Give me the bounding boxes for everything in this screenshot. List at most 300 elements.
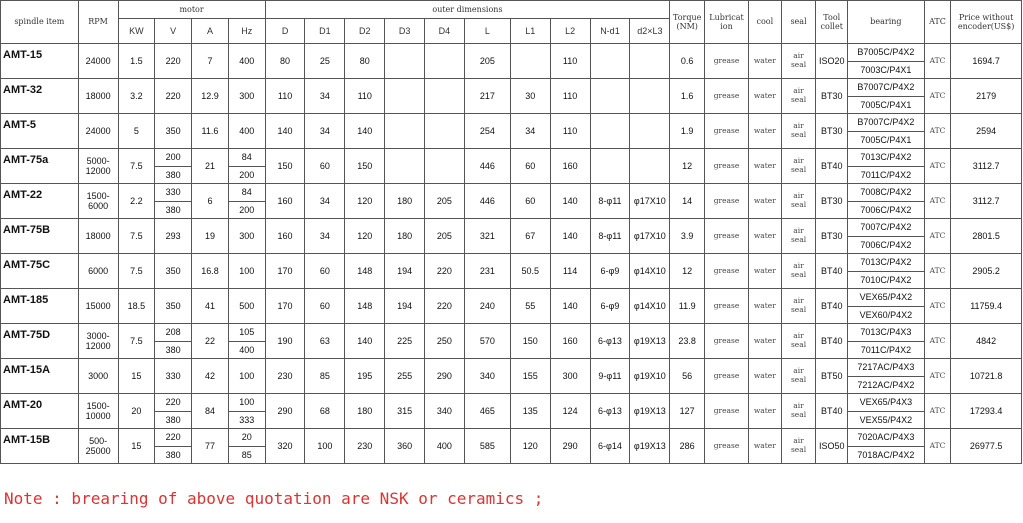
cell-d4: 340 [425, 394, 465, 429]
seal-cell: air seal [781, 289, 816, 324]
bearing-cell-line: VEX55/P4X2 [859, 414, 913, 425]
spindle-name: AMT-15 [1, 44, 79, 79]
cell-nd1 [590, 79, 630, 114]
seal-cell: air seal [781, 359, 816, 394]
hz-cell-line: 84 [229, 149, 265, 167]
cell-nd1 [590, 149, 630, 184]
kw-cell: 7.5 [118, 219, 155, 254]
cell-d4: 250 [425, 324, 465, 359]
tool-collet-cell: BT30 [816, 79, 848, 114]
header-cool: cool [748, 1, 781, 44]
bearing-cell [848, 114, 925, 149]
kw-cell: 20 [118, 394, 155, 429]
cell-d2l3 [630, 149, 670, 184]
cell-l: 231 [464, 254, 510, 289]
kw-cell: 5 [118, 114, 155, 149]
cell-d3: 360 [385, 429, 425, 464]
hz-cell: 100 [228, 254, 265, 289]
spindle-name: AMT-75B [1, 219, 79, 254]
cell-d4: 290 [425, 359, 465, 394]
seal-cell: air seal [781, 149, 816, 184]
cell-d2l3 [630, 44, 670, 79]
cell-d: 320 [265, 429, 305, 464]
cell-l2: 160 [550, 324, 590, 359]
bearing-cell-line: VEX60/P4X2 [859, 309, 913, 320]
cell-d: 170 [265, 289, 305, 324]
hz-cell: 400 [228, 114, 265, 149]
atc-cell: ATC [924, 359, 951, 394]
cell-d4: 205 [425, 219, 465, 254]
voltage-cell-line: 380 [165, 169, 181, 180]
seal-cell: air seal [781, 79, 816, 114]
voltage-cell [155, 394, 192, 429]
cell-l: 321 [464, 219, 510, 254]
header-motor-hz: Hz [228, 19, 265, 44]
voltage-cell: 350 [155, 254, 192, 289]
cell-nd1: 6-φ13 [590, 394, 630, 429]
amp-cell: 19 [192, 219, 229, 254]
header-outer-dimensions: outer dimensions [265, 1, 670, 19]
bearing-cell-line: 7006C/P4X2 [860, 204, 912, 215]
hz-cell: 100 [228, 359, 265, 394]
cool-cell: water [748, 429, 781, 464]
bearing-cell [848, 219, 925, 254]
voltage-cell-line: 380 [165, 449, 181, 460]
cell-d3: 315 [385, 394, 425, 429]
voltage-cell-line: 380 [165, 204, 181, 215]
cell-l2: 114 [550, 254, 590, 289]
cool-cell: water [748, 289, 781, 324]
cell-nd1: 6-φ9 [590, 289, 630, 324]
tool-collet-cell: BT30 [816, 114, 848, 149]
seal-cell: air seal [781, 429, 816, 464]
header-motor: motor [118, 1, 265, 19]
cell-d2: 120 [345, 219, 385, 254]
bearing-cell-line: 7018AC/P4X2 [857, 449, 915, 460]
cell-l2: 300 [550, 359, 590, 394]
header-lubrication: Lubricat ion [705, 1, 749, 44]
price-cell: 3112.7 [951, 149, 1022, 184]
voltage-cell-line: 208 [155, 324, 191, 342]
spindle-name: AMT-185 [1, 289, 79, 324]
amp-cell: 16.8 [192, 254, 229, 289]
cell-d2: 150 [345, 149, 385, 184]
cool-cell: water [748, 44, 781, 79]
cell-d1: 60 [305, 289, 345, 324]
cell-d: 80 [265, 44, 305, 79]
amp-cell: 22 [192, 324, 229, 359]
cell-nd1: 6-φ14 [590, 429, 630, 464]
lubrication-cell: grease [705, 429, 749, 464]
lubrication-cell: grease [705, 289, 749, 324]
cell-d1: 25 [305, 44, 345, 79]
tool-collet-cell: BT50 [816, 359, 848, 394]
cell-d2: 120 [345, 184, 385, 219]
header-dim-0: D [265, 19, 305, 44]
rpm-cell: 1500-10000 [78, 394, 118, 429]
cell-l2: 160 [550, 149, 590, 184]
seal-cell: air seal [781, 219, 816, 254]
kw-cell: 1.5 [118, 44, 155, 79]
cell-d2l3 [630, 114, 670, 149]
hz-cell: 400 [228, 44, 265, 79]
cell-l1: 50.5 [510, 254, 550, 289]
cell-d2: 230 [345, 429, 385, 464]
tool-collet-cell: BT40 [816, 324, 848, 359]
table-row [1, 219, 1022, 254]
voltage-cell: 220 [155, 44, 192, 79]
header-torque: Torque (NM) [670, 1, 705, 44]
lubrication-cell: grease [705, 254, 749, 289]
cool-cell: water [748, 359, 781, 394]
cell-d3: 180 [385, 219, 425, 254]
voltage-cell-line: 220 [155, 394, 191, 412]
tool-collet-cell: ISO50 [816, 429, 848, 464]
cell-d2: 80 [345, 44, 385, 79]
cell-d4: 400 [425, 429, 465, 464]
cell-d: 190 [265, 324, 305, 359]
cell-nd1: 9-φ11 [590, 359, 630, 394]
bearing-cell [848, 394, 925, 429]
bearing-cell [848, 289, 925, 324]
rpm-cell: 24000 [78, 114, 118, 149]
cell-l2: 124 [550, 394, 590, 429]
cell-l: 446 [464, 184, 510, 219]
cell-d4: 220 [425, 289, 465, 324]
cell-torque: 12 [670, 254, 705, 289]
seal-cell: air seal [781, 394, 816, 429]
spindle-name: AMT-15A [1, 359, 79, 394]
rpm-cell: 1500-6000 [78, 184, 118, 219]
voltage-cell-line: 220 [155, 429, 191, 447]
bearing-cell-line: 7013C/P4X2 [848, 149, 924, 167]
atc-cell: ATC [924, 149, 951, 184]
spindle-name: AMT-32 [1, 79, 79, 114]
table-row [1, 289, 1022, 324]
bearing-cell [848, 44, 925, 79]
header-dim-7: L2 [550, 19, 590, 44]
spindle-name: AMT-75C [1, 254, 79, 289]
bearing-cell-line: 7013C/P4X2 [848, 254, 924, 272]
bearing-cell-line: 7003C/P4X1 [860, 64, 912, 75]
cell-d1: 60 [305, 254, 345, 289]
bearing-cell-line: 7008C/P4X2 [848, 184, 924, 202]
cell-d: 140 [265, 114, 305, 149]
lubrication-cell: grease [705, 79, 749, 114]
cell-l1: 55 [510, 289, 550, 324]
cell-l: 217 [464, 79, 510, 114]
kw-cell: 18.5 [118, 289, 155, 324]
bearing-cell-line: 7006C/P4X2 [860, 239, 912, 250]
table-row [1, 254, 1022, 289]
kw-cell: 15 [118, 429, 155, 464]
bearing-cell-line: VEX65/P4X3 [848, 394, 924, 412]
cell-nd1: 6-φ13 [590, 324, 630, 359]
atc-cell: ATC [924, 44, 951, 79]
table-row [1, 429, 1022, 464]
price-cell: 2801.5 [951, 219, 1022, 254]
lubrication-cell: grease [705, 149, 749, 184]
cell-torque: 23.8 [670, 324, 705, 359]
cell-torque: 3.9 [670, 219, 705, 254]
table-row [1, 184, 1022, 219]
header-dim-5: L [464, 19, 510, 44]
amp-cell: 21 [192, 149, 229, 184]
cell-d2l3: φ19X10 [630, 359, 670, 394]
hz-cell [228, 184, 265, 219]
voltage-cell: 220 [155, 79, 192, 114]
cell-l1: 120 [510, 429, 550, 464]
cell-l1: 60 [510, 149, 550, 184]
cool-cell: water [748, 79, 781, 114]
cell-l2: 140 [550, 184, 590, 219]
atc-cell: ATC [924, 114, 951, 149]
kw-cell: 15 [118, 359, 155, 394]
header-motor-v: V [155, 19, 192, 44]
bearing-cell-line: B7007C/P4X2 [848, 114, 924, 132]
cell-d2l3: φ19X13 [630, 429, 670, 464]
cell-l2: 110 [550, 114, 590, 149]
bearing-cell [848, 149, 925, 184]
amp-cell: 7 [192, 44, 229, 79]
price-cell: 10721.8 [951, 359, 1022, 394]
voltage-cell-line: 330 [155, 184, 191, 202]
atc-cell: ATC [924, 324, 951, 359]
price-cell: 11759.4 [951, 289, 1022, 324]
cell-l1: 150 [510, 324, 550, 359]
cell-l: 254 [464, 114, 510, 149]
voltage-cell-line: 380 [165, 344, 181, 355]
spindle-name: AMT-5 [1, 114, 79, 149]
atc-cell: ATC [924, 79, 951, 114]
cool-cell: water [748, 219, 781, 254]
hz-cell: 300 [228, 79, 265, 114]
cell-d2: 148 [345, 289, 385, 324]
header-seal: seal [781, 1, 816, 44]
cell-l1: 67 [510, 219, 550, 254]
cell-l1: 30 [510, 79, 550, 114]
tool-collet-cell: BT30 [816, 219, 848, 254]
header-dim-9: d2×L3 [630, 19, 670, 44]
hz-cell-line: 105 [229, 324, 265, 342]
lubrication-cell: grease [705, 114, 749, 149]
header-motor-a: A [192, 19, 229, 44]
amp-cell: 11.6 [192, 114, 229, 149]
cell-d2: 148 [345, 254, 385, 289]
cell-d2l3: φ17X10 [630, 219, 670, 254]
hz-cell-line: 333 [239, 414, 255, 425]
cool-cell: water [748, 114, 781, 149]
footer-note: Note : brearing of above quotation are NSK or ceramics ; [4, 489, 544, 508]
voltage-cell-line: 200 [155, 149, 191, 167]
header-atc: ATC [924, 1, 951, 44]
cell-d1: 34 [305, 219, 345, 254]
cell-d2: 140 [345, 114, 385, 149]
cell-nd1 [590, 44, 630, 79]
table-row [1, 394, 1022, 429]
tool-collet-cell: BT30 [816, 184, 848, 219]
cell-d2l3: φ14X10 [630, 289, 670, 324]
hz-cell-line: 400 [239, 344, 255, 355]
cell-torque: 56 [670, 359, 705, 394]
hz-cell: 500 [228, 289, 265, 324]
seal-cell: air seal [781, 114, 816, 149]
table-row [1, 79, 1022, 114]
cell-d: 170 [265, 254, 305, 289]
header-price: Price without encoder(US$) [951, 1, 1022, 44]
cell-l: 465 [464, 394, 510, 429]
cell-l: 240 [464, 289, 510, 324]
amp-cell: 42 [192, 359, 229, 394]
spindle-name: AMT-22 [1, 184, 79, 219]
voltage-cell [155, 184, 192, 219]
price-cell: 4842 [951, 324, 1022, 359]
voltage-cell [155, 149, 192, 184]
cell-l2: 140 [550, 289, 590, 324]
header-tool-collet: Tool collet [816, 1, 848, 44]
voltage-cell-line: 380 [165, 414, 181, 425]
atc-cell: ATC [924, 184, 951, 219]
bearing-cell-line: 7005C/P4X1 [860, 134, 912, 145]
bearing-cell-line: VEX65/P4X2 [848, 289, 924, 307]
price-cell: 2179 [951, 79, 1022, 114]
rpm-cell: 24000 [78, 44, 118, 79]
voltage-cell: 350 [155, 289, 192, 324]
cell-nd1: 8-φ11 [590, 184, 630, 219]
cool-cell: water [748, 254, 781, 289]
tool-collet-cell: ISO20 [816, 44, 848, 79]
cell-d1: 34 [305, 184, 345, 219]
rpm-cell: 15000 [78, 289, 118, 324]
spindle-name: AMT-20 [1, 394, 79, 429]
bearing-cell [848, 429, 925, 464]
hz-cell: 300 [228, 219, 265, 254]
bearing-cell-line: 7010C/P4X2 [860, 274, 912, 285]
atc-cell: ATC [924, 219, 951, 254]
cell-d1: 100 [305, 429, 345, 464]
cell-l1: 34 [510, 114, 550, 149]
rpm-cell: 18000 [78, 219, 118, 254]
cell-d2l3 [630, 79, 670, 114]
rpm-cell: 6000 [78, 254, 118, 289]
spindle-name: AMT-75D [1, 324, 79, 359]
amp-cell: 12.9 [192, 79, 229, 114]
hz-cell [228, 394, 265, 429]
hz-cell-line: 100 [229, 394, 265, 412]
cell-d4 [425, 149, 465, 184]
rpm-cell: 500-25000 [78, 429, 118, 464]
bearing-cell-line: 7013C/P4X3 [848, 324, 924, 342]
seal-cell: air seal [781, 184, 816, 219]
amp-cell: 41 [192, 289, 229, 324]
tool-collet-cell: BT40 [816, 394, 848, 429]
cell-d2l3: φ19X13 [630, 324, 670, 359]
rpm-cell: 3000 [78, 359, 118, 394]
cell-l1: 60 [510, 184, 550, 219]
table-row [1, 44, 1022, 79]
lubrication-cell: grease [705, 359, 749, 394]
amp-cell: 84 [192, 394, 229, 429]
voltage-cell [155, 324, 192, 359]
hz-cell-line: 85 [241, 449, 252, 460]
lubrication-cell: grease [705, 324, 749, 359]
cell-torque: 12 [670, 149, 705, 184]
voltage-cell: 330 [155, 359, 192, 394]
voltage-cell [155, 429, 192, 464]
bearing-cell [848, 184, 925, 219]
cell-d3: 180 [385, 184, 425, 219]
rpm-cell: 18000 [78, 79, 118, 114]
cell-torque: 286 [670, 429, 705, 464]
header-dim-1: D1 [305, 19, 345, 44]
cool-cell: water [748, 149, 781, 184]
kw-cell: 3.2 [118, 79, 155, 114]
table-row [1, 359, 1022, 394]
cell-d3: 194 [385, 289, 425, 324]
bearing-cell-line: B7005C/P4X2 [848, 44, 924, 62]
amp-cell: 77 [192, 429, 229, 464]
lubrication-cell: grease [705, 219, 749, 254]
cell-torque: 1.6 [670, 79, 705, 114]
bearing-cell-line: B7007C/P4X2 [848, 79, 924, 97]
cell-d2: 110 [345, 79, 385, 114]
tool-collet-cell: BT40 [816, 289, 848, 324]
cell-d3: 194 [385, 254, 425, 289]
cell-d3: 225 [385, 324, 425, 359]
cell-d: 160 [265, 219, 305, 254]
table-row [1, 149, 1022, 184]
rpm-cell: 3000-12000 [78, 324, 118, 359]
kw-cell: 2.2 [118, 184, 155, 219]
cell-d: 160 [265, 184, 305, 219]
cell-d3 [385, 44, 425, 79]
cool-cell: water [748, 184, 781, 219]
cell-l2: 290 [550, 429, 590, 464]
cell-d1: 63 [305, 324, 345, 359]
price-cell: 17293.4 [951, 394, 1022, 429]
cell-d2: 195 [345, 359, 385, 394]
cell-d2l3: φ19X13 [630, 394, 670, 429]
cell-d: 230 [265, 359, 305, 394]
cell-torque: 1.9 [670, 114, 705, 149]
seal-cell: air seal [781, 324, 816, 359]
cell-d2: 140 [345, 324, 385, 359]
tool-collet-cell: BT40 [816, 149, 848, 184]
cell-d1: 60 [305, 149, 345, 184]
bearing-cell-line: 7011C/P4X2 [860, 344, 912, 355]
price-cell: 2905.2 [951, 254, 1022, 289]
hz-cell-line: 84 [229, 184, 265, 202]
bearing-cell [848, 79, 925, 114]
cell-l2: 140 [550, 219, 590, 254]
bearing-cell [848, 324, 925, 359]
header-rpm: RPM [78, 1, 118, 44]
seal-cell: air seal [781, 254, 816, 289]
cell-l: 446 [464, 149, 510, 184]
cell-d3: 255 [385, 359, 425, 394]
header-dim-2: D2 [345, 19, 385, 44]
lubrication-cell: grease [705, 184, 749, 219]
cell-d4: 205 [425, 184, 465, 219]
cell-d4: 220 [425, 254, 465, 289]
cell-nd1 [590, 114, 630, 149]
cell-l: 205 [464, 44, 510, 79]
kw-cell: 7.5 [118, 254, 155, 289]
hz-cell [228, 429, 265, 464]
cell-d4 [425, 44, 465, 79]
cool-cell: water [748, 324, 781, 359]
cell-d1: 34 [305, 79, 345, 114]
